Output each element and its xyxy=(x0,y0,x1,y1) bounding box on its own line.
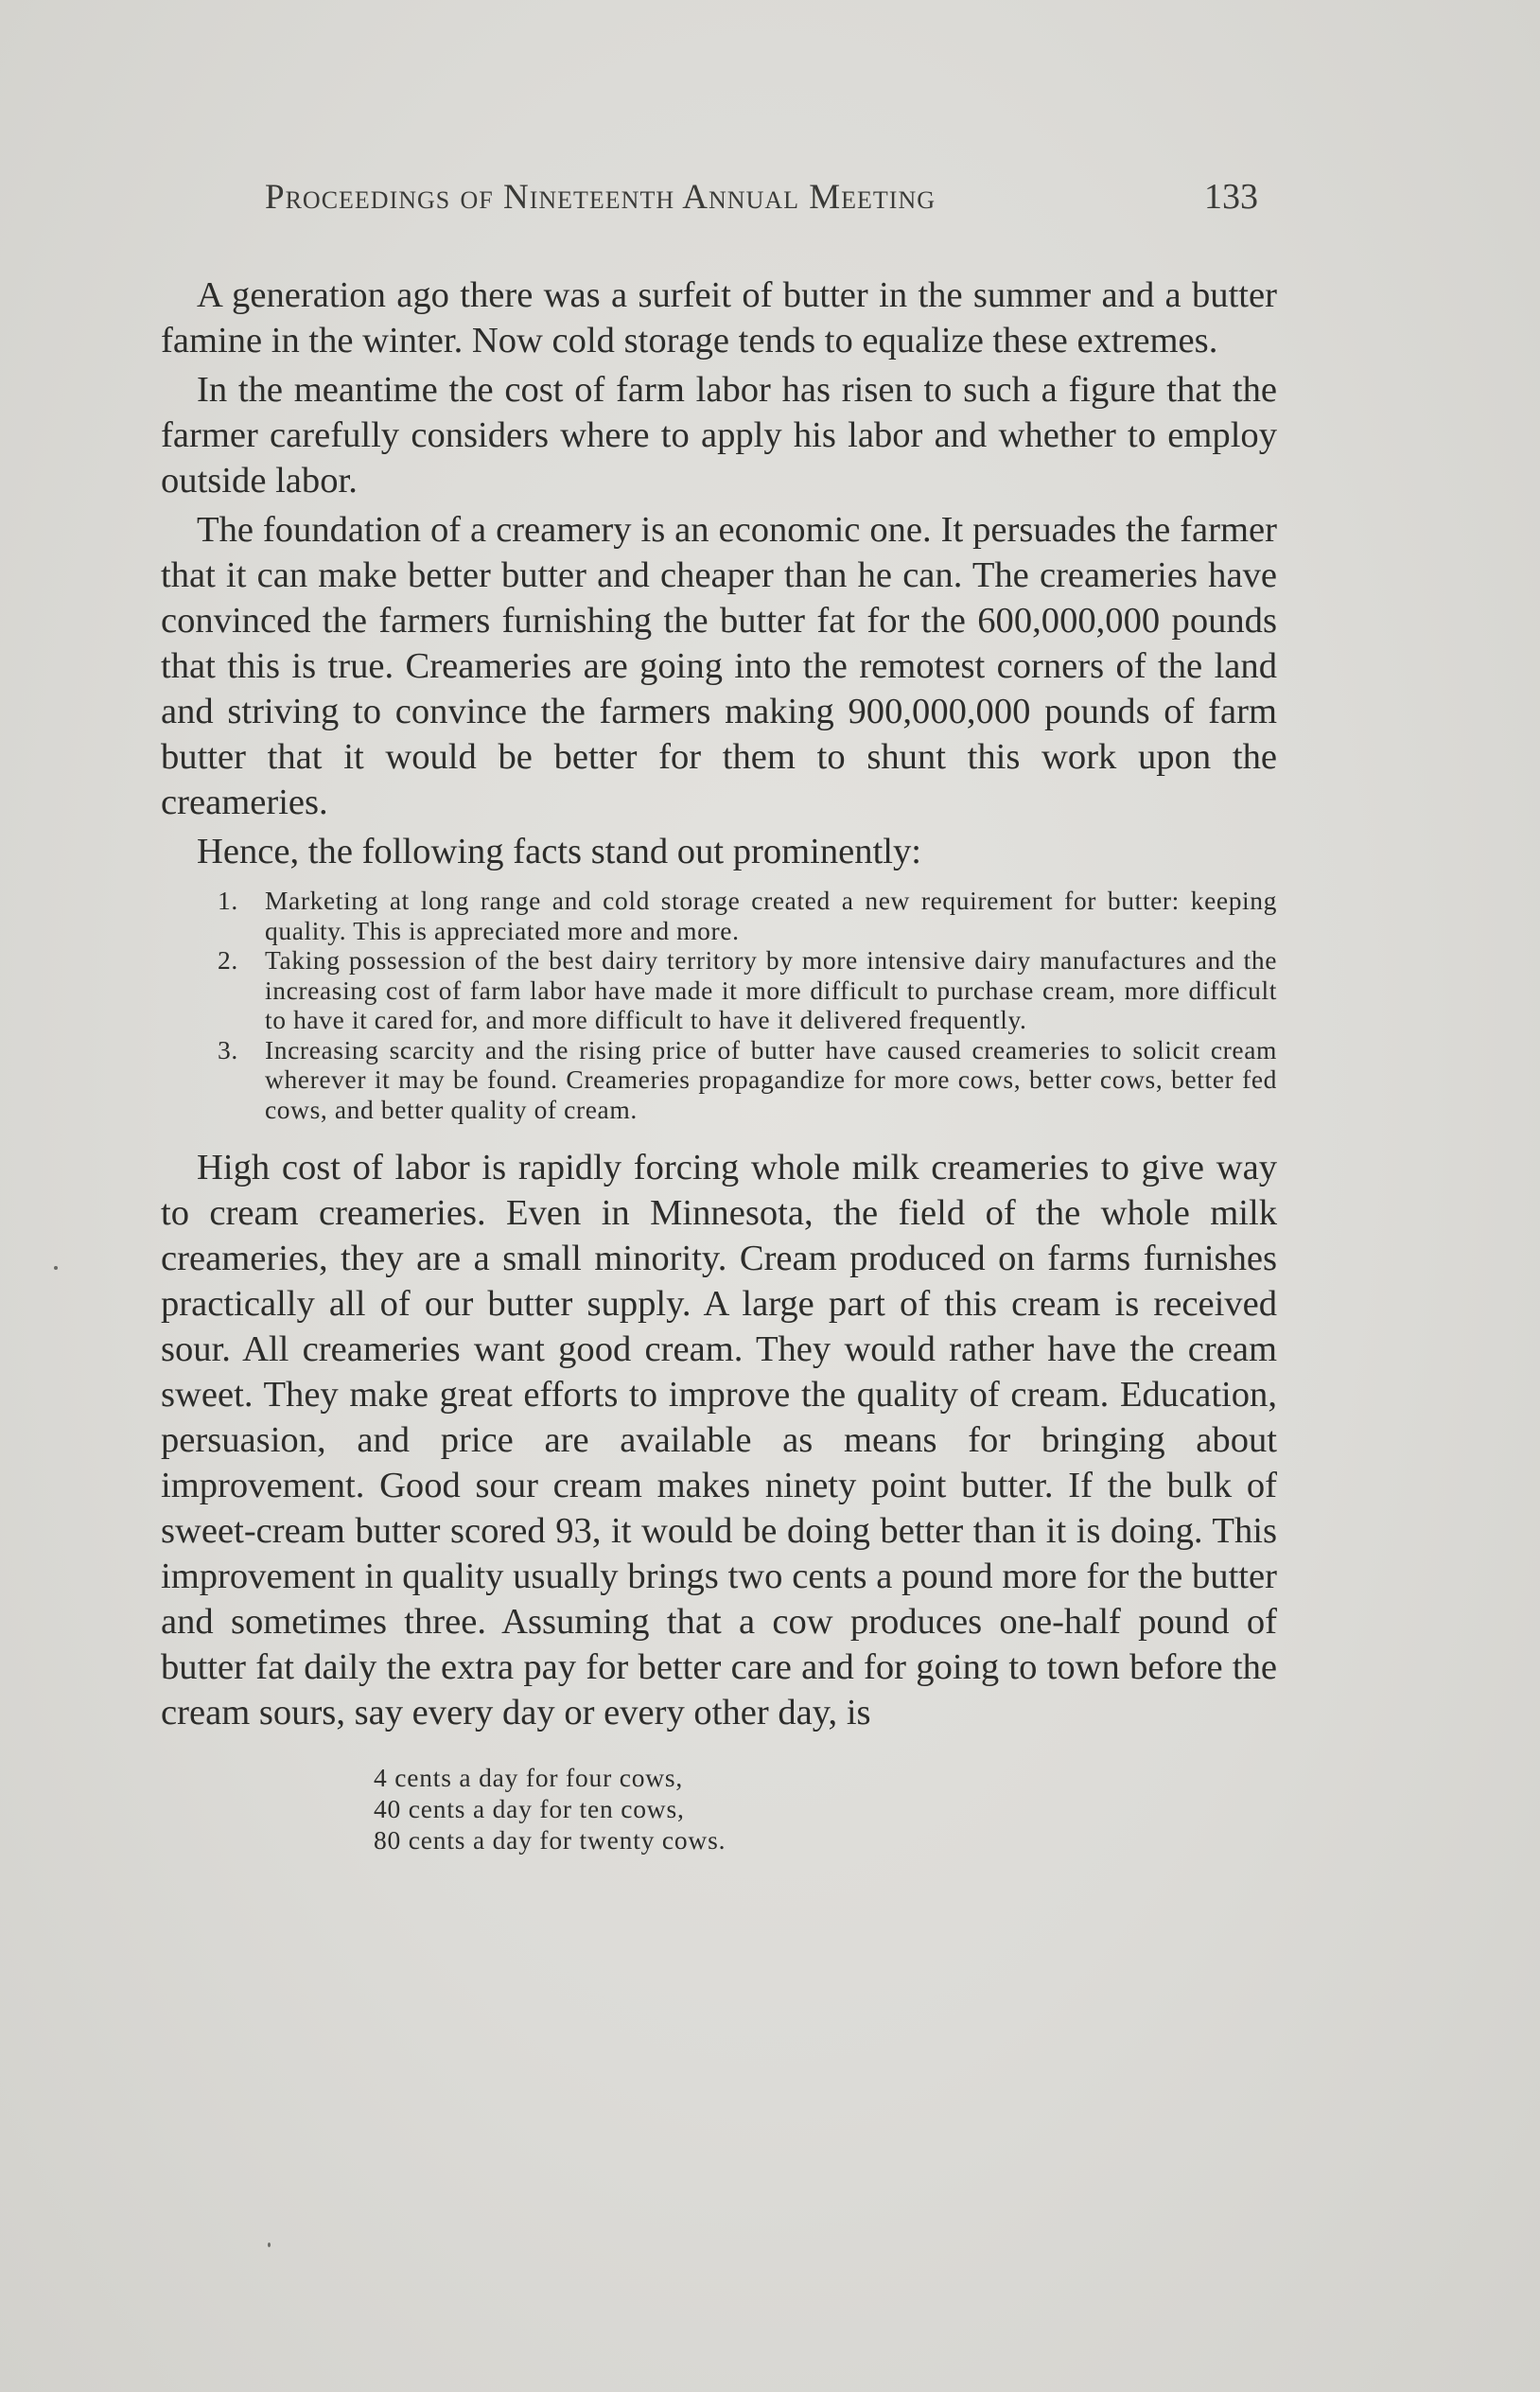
list-item-text: Marketing at long range and cold storage created a new requirement for butter: keeping quality. This is appreciated more and more. xyxy=(265,886,1277,945)
pay-list xyxy=(374,1762,1277,1856)
list-item-text: Taking possession of the best dairy territory by more intensive dairy manufactures and the increasing cost of farm labor have made it more difficult to purchase cream, more difficult to have it cared for, and more difficult to have it delivered frequently. xyxy=(265,945,1277,1034)
paragraph-surfeit: A generation ago there was a surfeit of butter in the summer and a butter famine in the winter. Now cold storage tends to equalize these extremes. xyxy=(161,275,1277,361)
list-item-text: Increasing scarcity and the rising price of butter have caused creameries to solicit cream wherever it may be found. Creameries propagandize for more cows, better cows, better fed cows, and better quality of cream. xyxy=(265,1034,1277,1124)
list-item-number: 2. xyxy=(218,945,238,975)
header-title: Proceedings of Nineteenth Annual Meeting xyxy=(265,178,936,217)
body-text xyxy=(161,273,1277,1856)
list-item-number: 3. xyxy=(218,1034,238,1064)
list-item xyxy=(161,945,1277,1035)
list-item-number: 1. xyxy=(218,886,238,915)
pay-list-item: 40 cents a day for ten cows, xyxy=(374,1794,685,1823)
paragraph-farm-labor: In the meantime the cost of farm labor has risen to such a figure that the farmer carefully considers where to apply his labor and whether to employ outside labor. xyxy=(161,370,1277,501)
scan-speck xyxy=(54,1266,58,1270)
scan-speck xyxy=(268,2242,271,2247)
list-item xyxy=(161,1035,1277,1125)
pay-list-item: 4 cents a day for four cows, xyxy=(374,1763,684,1792)
running-header xyxy=(265,176,1258,223)
list-item xyxy=(161,886,1277,945)
paragraph-facts-intro: Hence, the following facts stand out prominently: xyxy=(197,832,922,871)
facts-list xyxy=(161,886,1277,1124)
paragraph-labor-cost: High cost of labor is rapidly forcing whole milk creameries to give way to cream creameries. Even in Minnesota, the field of the whole milk creameries, they are a small minority. Cream produced on farms furnishes practically all of our butter supply. A large part of this cream is received sour. All creameries want good cream. They would rather have the cream sweet. They make great efforts to improve the quality of cream. Education, persuasion, and price are available as means for bringing about improvement. Good sour cream makes ninety point butter. If the bulk of sweet-cream butter scored 93, it would be doing better than it is doing. This improvement in quality usually brings two cents a pound more for the butter and sometimes three. Assuming that a cow produces one-half pound of butter fat daily the extra pay for better care and for going to town before the cream sours, say every day or every other day, is xyxy=(161,1148,1277,1732)
paragraph-creamery-foundation: The foundation of a creamery is an economic one. It persuades the farmer that it can make better butter and cheaper than he can. The creameries have convinced the farmers furnishing the butter fat for the 600,000,000 pounds that this is true. Creameries are going into the remotest corners of the land and striving to convince the farmers making 900,000,000 pounds of farm butter that it would be better for them to shunt this work upon the creameries. xyxy=(161,510,1277,822)
page-number: 133 xyxy=(1204,177,1258,217)
pay-list-item: 80 cents a day for twenty cows. xyxy=(374,1825,726,1855)
